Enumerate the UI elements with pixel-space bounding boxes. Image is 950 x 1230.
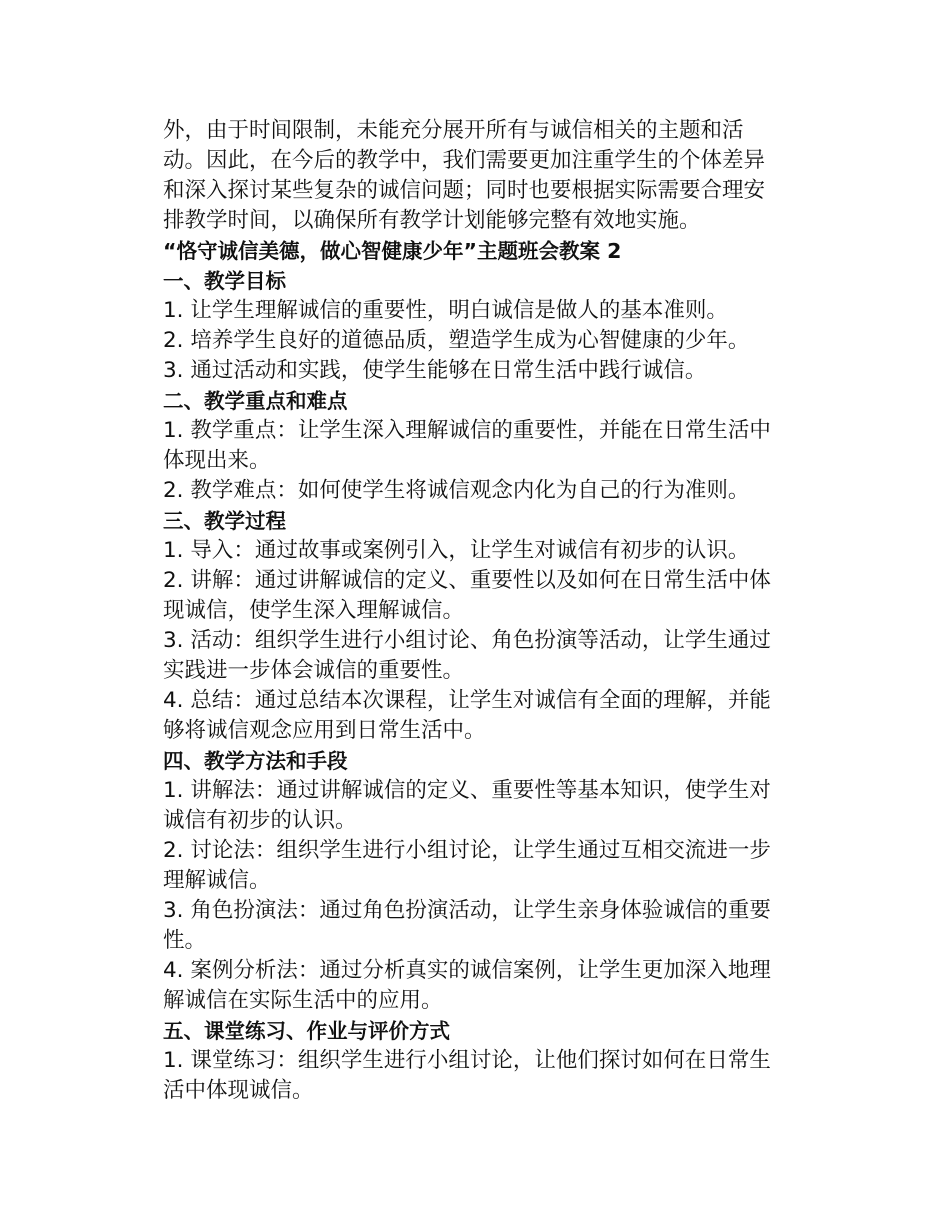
lesson-plan-title: “恪守诚信美德，做心智健康少年”主题班会教案 2 — [163, 239, 622, 263]
section-heading: 四、教学方法和手段 — [163, 749, 348, 773]
section-key-points — [163, 386, 773, 506]
list-item: 4. 总结：通过总结本次课程，让学生对诚信有全面的理解，并能够将诚信观念应用到日常生活中。 — [163, 688, 771, 743]
intro-paragraph: 外，由于时间限制，未能充分展开所有与诚信相关的主题和活动。因此，在今后的教学中，我们需要更加注重学生的个体差异和深入探讨某些复杂的诚信问题；同时也要根据实际需要合理安排教学时间，以确保所有教学计划能够完整有效地实施。 — [163, 118, 766, 233]
section-heading: 五、课堂练习、作业与评价方式 — [163, 1019, 450, 1043]
list-item: 2. 培养学生良好的道德品质，塑造学生成为心智健康的少年。 — [163, 328, 750, 353]
list-item: 1. 讲解法：通过讲解诚信的定义、重要性等基本知识，使学生对诚信有初步的认识。 — [163, 778, 771, 833]
list-item: 1. 教学重点：让学生深入理解诚信的重要性，并能在日常生活中体现出来。 — [163, 418, 771, 473]
list-item: 1. 导入：通过故事或案例引入，让学生对诚信有初步的认识。 — [163, 538, 750, 563]
document-body — [163, 116, 773, 1106]
list-item: 3. 通过活动和实践，使学生能够在日常生活中践行诚信。 — [163, 358, 707, 383]
list-item: 4. 案例分析法：通过分析真实的诚信案例，让学生更加深入地理解诚信在实际生活中的应用。 — [163, 958, 771, 1013]
list-item: 1. 课堂练习：组织学生进行小组讨论，让他们探讨如何在日常生活中体现诚信。 — [163, 1048, 771, 1103]
section-teaching-process — [163, 506, 773, 746]
list-item: 3. 活动：组织学生进行小组讨论、角色扮演等活动，让学生通过实践进一步体会诚信的重要性。 — [163, 628, 771, 683]
list-item: 1. 让学生理解诚信的重要性，明白诚信是做人的基本准则。 — [163, 298, 728, 323]
section-practice-and-evaluation — [163, 1016, 773, 1106]
section-teaching-goals — [163, 266, 773, 386]
section-teaching-methods — [163, 746, 773, 1016]
section-heading: 三、教学过程 — [163, 509, 286, 533]
section-heading: 二、教学重点和难点 — [163, 389, 348, 413]
list-item: 2. 讨论法：组织学生进行小组讨论，让学生通过互相交流进一步理解诚信。 — [163, 838, 771, 893]
section-heading: 一、教学目标 — [163, 269, 286, 293]
list-item: 3. 角色扮演法：通过角色扮演活动，让学生亲身体验诚信的重要性。 — [163, 898, 771, 953]
list-item: 2. 讲解：通过讲解诚信的定义、重要性以及如何在日常生活中体现诚信，使学生深入理解诚信。 — [163, 568, 771, 623]
list-item: 2. 教学难点：如何使学生将诚信观念内化为自己的行为准则。 — [163, 478, 750, 503]
